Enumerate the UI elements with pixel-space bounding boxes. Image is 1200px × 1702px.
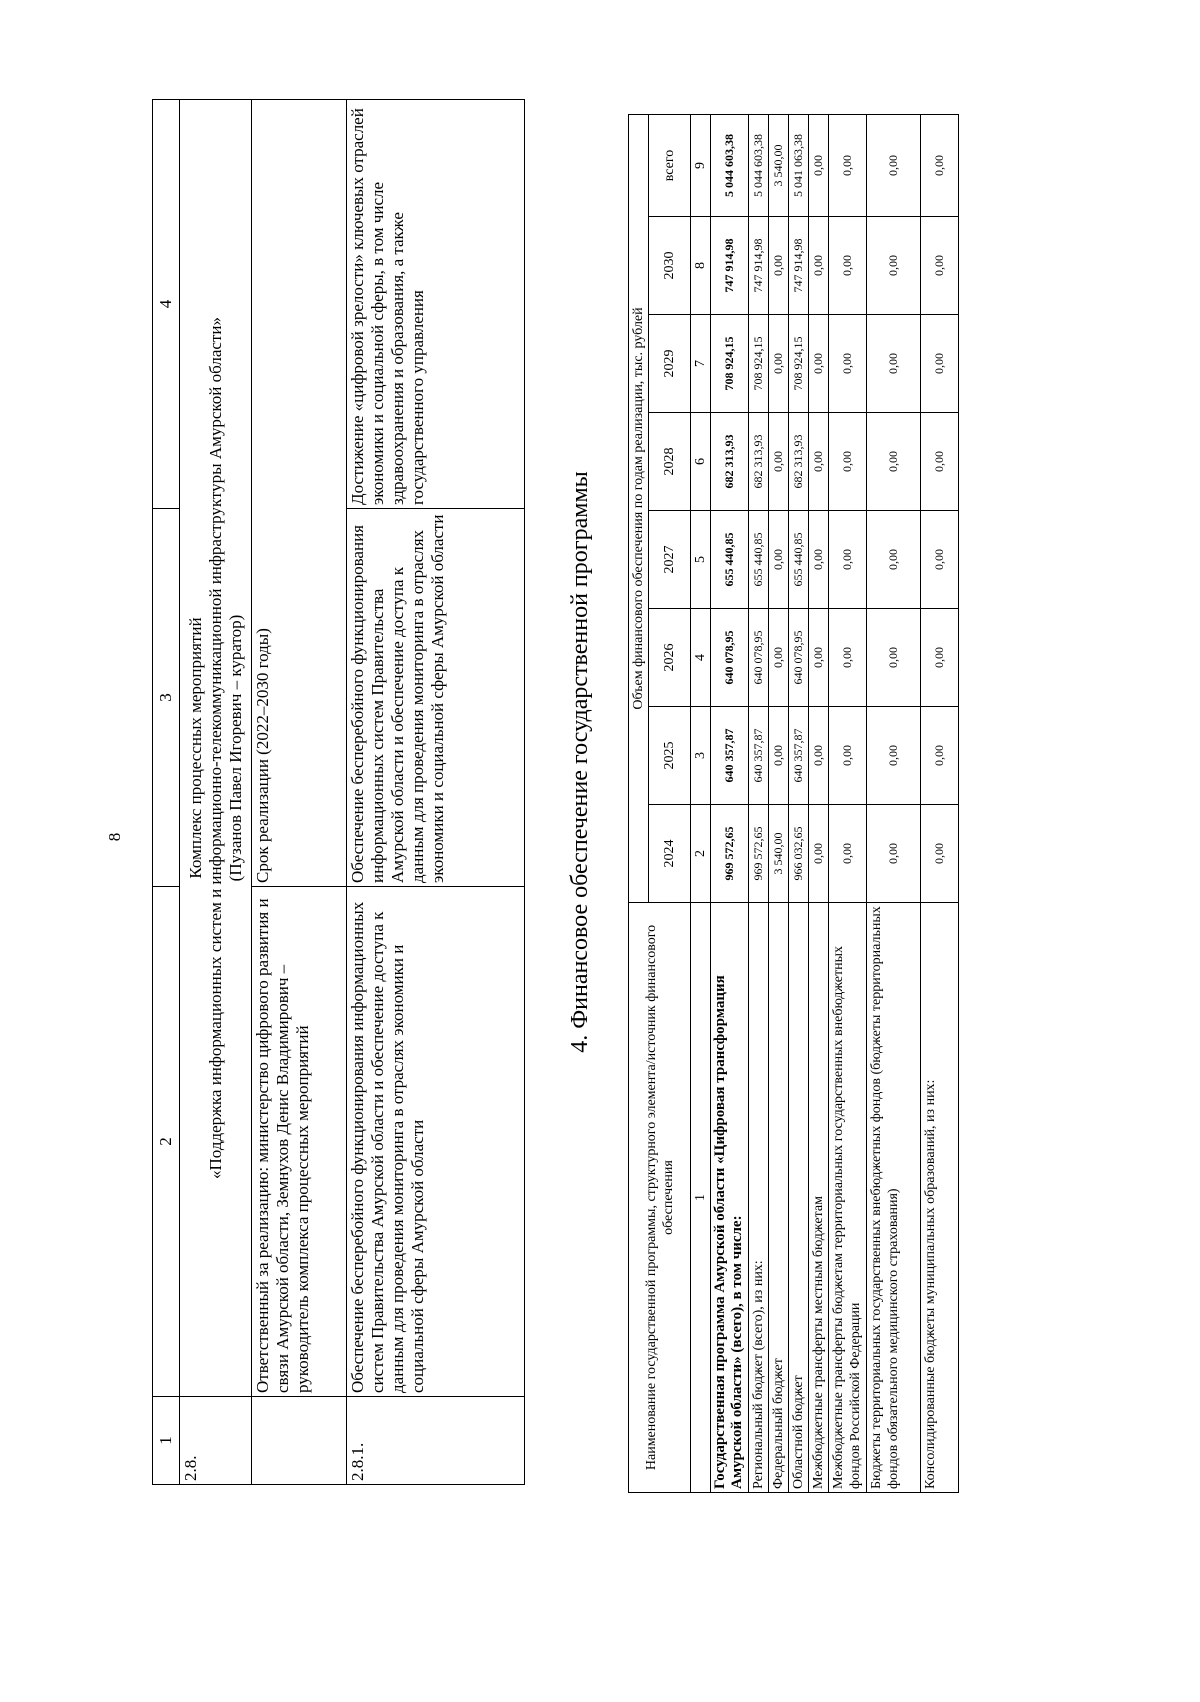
row-label: Межбюджетные трансферты бюджетам территориальных государственных внебюджетных фондов Российской Федерации [829,903,867,1493]
row-value: 640 078,95 [711,609,749,707]
row-value: 682 313,93 [711,413,749,511]
col-number: 6 [691,413,711,511]
row-value: 655 440,85 [749,511,769,609]
row-value: 0,00 [867,114,921,216]
row-value: 0,00 [769,413,789,511]
empty-cell [252,1397,347,1485]
row-value: 0,00 [809,805,829,903]
row-value: 0,00 [921,511,959,609]
row-value: 0,00 [809,707,829,805]
row-label: Региональный бюджет (всего), из них: [749,903,769,1493]
row-value: 0,00 [769,707,789,805]
row-value: 0,00 [921,315,959,413]
col-header-3: 3 [153,509,180,887]
row-value: 0,00 [921,609,959,707]
row-value: 969 572,65 [711,805,749,903]
row-value: 0,00 [867,217,921,315]
row-value: 0,00 [769,315,789,413]
col-number: 4 [691,609,711,707]
year-header: всего [649,114,691,216]
row-value: 682 313,93 [749,413,769,511]
row-value: 0,00 [829,413,867,511]
row-value: 640 357,87 [711,707,749,805]
row-value: 0,00 [829,609,867,707]
row-label: Бюджеты территориальных государственных внебюджетных фондов (бюджеты территориальных фондов обязательного медицинского страхования) [867,903,921,1493]
row-value: 0,00 [921,805,959,903]
program-table-1 [152,100,525,1485]
responsible-cell: Ответственный за реализацию: министерство цифрового развития и связи Амурской области, Земнухов Денис Владимирович – руководитель комплекса процессных мероприятий [252,887,347,1397]
row-value: 747 914,98 [711,217,749,315]
section-title [180,100,252,1397]
row-value: 0,00 [867,315,921,413]
table-row [809,114,829,1492]
row-value: 0,00 [921,413,959,511]
row-value: 0,00 [829,217,867,315]
row-value: 0,00 [829,114,867,216]
row-value: 0,00 [867,511,921,609]
item-result: Обеспечение бесперебойного функционирования информационных систем Правительства Амурской области и обеспечение доступа к данным для проведения мониторинга в отраслях экономики и социальной сферы Амурской области [347,509,525,887]
row-value: 640 357,87 [749,707,769,805]
term-cell: Срок реализации (2022–2030 годы) [252,100,347,887]
item-number: 2.8.1. [347,1397,525,1485]
row-value: 0,00 [867,707,921,805]
row-value: 655 440,85 [789,511,809,609]
row-value: 0,00 [809,609,829,707]
row-value: 966 032,65 [789,805,809,903]
row-value: 5 041 063,38 [789,114,809,216]
row-value: 0,00 [769,217,789,315]
col-header-1: 1 [153,1397,180,1485]
row-value: 0,00 [921,217,959,315]
table-row [829,114,867,1492]
row-value: 747 914,98 [789,217,809,315]
section-number: 2.8. [180,1397,252,1485]
item-link: Достижение «цифровой зрелости» ключевых отраслей экономики и социальной сферы, в том числе здравоохранения и образования, а также государственного управления [347,100,525,509]
row-value: 640 357,87 [789,707,809,805]
section-title-line3: (Пузанов Павел Игоревич – куратор) [225,614,245,882]
row-value: 0,00 [809,315,829,413]
row-value: 708 924,15 [789,315,809,413]
year-header: 2030 [649,217,691,315]
row-value: 0,00 [829,805,867,903]
table-row [921,114,959,1492]
table-row [789,114,809,1492]
page-number: 8 [105,832,124,842]
col-number: 2 [691,805,711,903]
col-header-4: 4 [153,100,180,509]
table-row [749,114,769,1492]
row-value: 5 044 603,38 [711,114,749,216]
row-value: 0,00 [809,413,829,511]
finance-table [628,115,959,1493]
row-value: 640 078,95 [789,609,809,707]
col-number: 7 [691,315,711,413]
table-row [769,114,789,1492]
section-title-line1: Комплекс процессных мероприятий [185,617,205,879]
row-value: 0,00 [829,511,867,609]
name-header: Наименование государственной программы, структурного элемента/источник финансового обеспечения [629,903,691,1493]
row-value: 0,00 [829,315,867,413]
table-row [711,114,749,1492]
row-value: 0,00 [921,707,959,805]
year-header: 2029 [649,315,691,413]
year-header: 2028 [649,413,691,511]
finance-rows [711,114,959,1492]
row-value: 3 540,00 [769,805,789,903]
year-header: 2025 [649,707,691,805]
volume-header: Объем финансового обеспечения по годам реализации, тыс. рублей [629,114,649,902]
row-value: 0,00 [867,413,921,511]
col-number: 8 [691,217,711,315]
row-value: 0,00 [809,511,829,609]
row-label: Консолидированные бюджеты муниципальных образований, из них: [921,903,959,1493]
row-value: 640 078,95 [749,609,769,707]
table-row [867,114,921,1492]
row-label: Федеральный бюджет [769,903,789,1493]
section-title-line2: «Поддержка информационных систем и информационно-телекоммуникационной инфраструктуры Амурской области» [205,317,225,1179]
year-header: 2027 [649,511,691,609]
col-header-2: 2 [153,887,180,1397]
row-value: 0,00 [867,805,921,903]
row-value: 5 044 603,38 [749,114,769,216]
year-header: 2024 [649,805,691,903]
row-value: 0,00 [921,114,959,216]
col-number: 5 [691,511,711,609]
row-value: 0,00 [809,114,829,216]
col-number: 1 [691,903,711,1493]
row-value: 708 924,15 [749,315,769,413]
row-value: 969 572,65 [749,805,769,903]
item-task: Обеспечение бесперебойного функционирования информационных систем Правительства Амурской области и обеспечение доступа к данным для проведения мониторинга в отраслях экономики и социальной сферы Амурской области [347,887,525,1397]
row-value: 0,00 [867,609,921,707]
row-value: 708 924,15 [711,315,749,413]
row-value: 0,00 [809,217,829,315]
row-value: 682 313,93 [789,413,809,511]
row-value: 655 440,85 [711,511,749,609]
row-value: 0,00 [769,609,789,707]
col-number: 9 [691,114,711,216]
section-4-title: 4. Финансовое обеспечение государственной программы [567,471,593,1053]
row-label: Областной бюджет [789,903,809,1493]
row-value: 747 914,98 [749,217,769,315]
row-label: Государственная программа Амурской области «Цифровая трансформация Амурской области» (всего), в том числе: [711,903,749,1493]
row-label: Межбюджетные трансферты местным бюджетам [809,903,829,1493]
col-number: 3 [691,707,711,805]
row-value: 0,00 [829,707,867,805]
row-value: 3 540,00 [769,114,789,216]
row-value: 0,00 [769,511,789,609]
year-header: 2026 [649,609,691,707]
